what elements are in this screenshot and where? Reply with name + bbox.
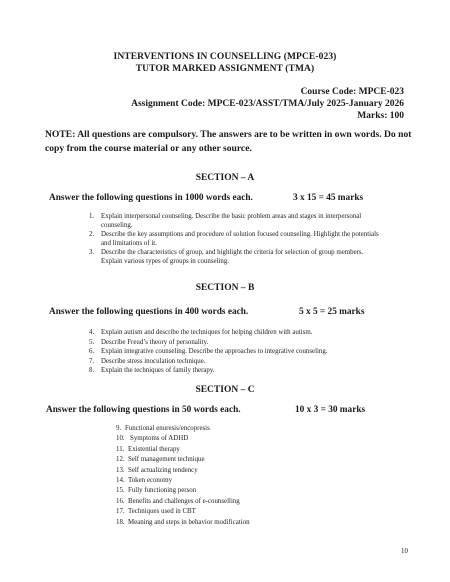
section-a-questions — [89, 212, 379, 267]
question-text: Explain the techniques of family therapy. — [101, 367, 215, 375]
list-item — [116, 434, 316, 444]
list-item — [89, 366, 389, 376]
list-item — [89, 248, 379, 266]
list-item — [116, 424, 316, 434]
document-subtitle: TUTOR MARKED ASSIGNMENT (TMA) — [135, 64, 315, 74]
list-item — [116, 507, 316, 517]
question-text: Existential therapy — [128, 445, 180, 453]
question-number: 7. — [89, 357, 95, 365]
question-number: 11. — [116, 445, 125, 453]
question-number: 3. — [89, 249, 95, 257]
question-number: 17. — [116, 508, 125, 516]
section-a-heading: SECTION – A — [195, 173, 255, 183]
section-c-questions — [116, 424, 316, 528]
section-a-instruction: Answer the following questions in 1000 words each. — [49, 193, 253, 203]
question-number: 15. — [116, 487, 125, 495]
section-b-instruction: Answer the following questions in 400 words each. — [49, 307, 249, 317]
section-c-instruction: Answer the following questions in 50 words each. — [46, 405, 241, 415]
list-item — [116, 497, 316, 507]
section-b-marks: 5 x 5 = 25 marks — [299, 307, 365, 317]
question-text: Fully functioning person — [128, 487, 197, 495]
question-text: Meaning and steps in behavior modification — [128, 518, 250, 526]
question-text: Explain interpersonal counseling. Describe the basic problem areas and stages in interpersonal counseling. — [101, 213, 362, 230]
instructions-note: NOTE: All questions are compulsory. The answers are to be written in own words. Do not copy from the course material or any other source. — [45, 129, 412, 154]
question-text: Describe the characteristics of group, and highlight the criteria for selection of group members. Explain various types of groups in counseling. — [101, 249, 364, 266]
list-item — [116, 466, 316, 476]
question-text: Benefits and challenges of e-counselling — [128, 497, 240, 505]
section-c-heading: SECTION – C — [195, 385, 255, 395]
question-text: Techniques used in CBT — [128, 508, 196, 516]
question-number: 14. — [116, 476, 125, 484]
list-item — [89, 338, 389, 348]
section-b-questions — [89, 328, 389, 376]
question-text: Self actualizing tendency — [128, 466, 198, 474]
question-number: 13. — [116, 466, 125, 474]
list-item — [116, 486, 316, 496]
question-number: 5. — [89, 338, 95, 346]
question-number: 12. — [116, 456, 125, 464]
question-text: Self management technique — [128, 456, 205, 464]
list-item — [89, 230, 379, 248]
question-number: 8. — [89, 367, 95, 375]
section-c-marks: 10 x 3 = 30 marks — [295, 405, 366, 415]
question-number: 1. — [89, 213, 95, 220]
question-number: 16. — [116, 497, 125, 505]
list-item — [89, 328, 389, 338]
list-item — [116, 445, 316, 455]
list-item — [89, 347, 389, 357]
question-number: 10. — [116, 435, 125, 443]
list-item — [116, 455, 316, 465]
question-text: Describe Freud’s theory of personality. — [101, 338, 209, 346]
list-item — [116, 476, 316, 486]
page-number: 10 — [401, 547, 408, 555]
course-code: Course Code: MPCE-023 — [300, 87, 404, 97]
question-number: 4. — [89, 329, 95, 336]
section-a-marks: 3 x 15 = 45 marks — [293, 193, 364, 203]
question-number: 9. — [116, 425, 122, 432]
question-text: Describe stress inoculation technique. — [101, 357, 206, 365]
section-b-heading: SECTION – B — [195, 283, 255, 293]
question-text: Describe the key assumptions and procedure of solution focused counseling. Highlight the potentials and limitations of it. — [101, 231, 379, 248]
question-number: 2. — [89, 231, 95, 239]
question-number: 6. — [89, 348, 95, 356]
question-text: Token economy — [128, 476, 173, 484]
assignment-code: Assignment Code: MPCE-023/ASST/TMA/July 2025-January 2026 — [131, 99, 404, 109]
document-title: INTERVENTIONS IN COUNSELLING (MPCE-023) — [113, 52, 337, 62]
question-number: 18. — [116, 518, 125, 526]
question-text: Explain autism and describe the techniques for helping children with autism. — [101, 329, 313, 336]
question-text: Functional enuresis/encopresis — [125, 425, 210, 432]
question-text: Explain integrative counseling. Describe the approaches to integrative counseling. — [101, 348, 328, 356]
total-marks: Marks: 100 — [357, 111, 404, 121]
question-text: Symptoms of ADHD — [130, 435, 189, 443]
list-item — [89, 357, 389, 367]
list-item — [89, 212, 379, 230]
list-item — [116, 518, 316, 528]
